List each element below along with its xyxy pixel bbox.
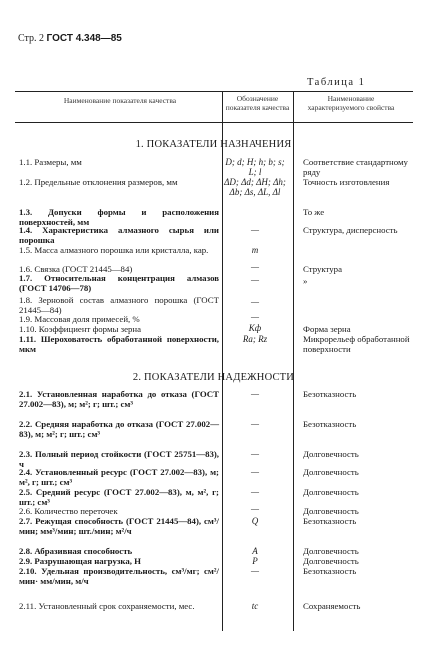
standard-number: ГОСТ 4.348—85 — [46, 33, 122, 44]
row-symbol: Q — [251, 516, 259, 526]
row-symbol: P — [252, 556, 258, 566]
row-property: Точность изготовления — [303, 177, 390, 187]
row-property: Микрорельеф обработанной поверхности — [303, 334, 410, 354]
row-symbol: — — [250, 487, 259, 497]
row-name: 1.9. Массовая доля примесей, % — [19, 314, 140, 324]
row-symbol: Kф — [248, 323, 262, 333]
row-symbol: — — [250, 262, 259, 272]
row-property: Сохраняемость — [303, 601, 361, 611]
row-property: » — [303, 276, 308, 286]
row-property: Структура — [303, 264, 342, 274]
row-symbol: — — [250, 504, 259, 514]
row-property: Долговечность — [303, 467, 359, 477]
row-property: Структура, дисперсность — [303, 225, 398, 235]
row-name: 1.7. Относительная концентрация алмазов (ГОСТ 14706—78) — [19, 273, 219, 293]
row-name: 1.4. Характеристика алмазного сырья или порошка — [19, 225, 219, 245]
row-name: 2.6. Количество переточек — [19, 506, 118, 516]
row-property: То же — [303, 207, 325, 217]
section-title-reliability: 2. ПОКАЗАТЕЛИ НАДЕЖНОСТИ — [132, 372, 295, 383]
row-name: 2.7. Режущая способность (ГОСТ 21445—84), см³/мин; мм³/мин; шт./мин; м²/ч — [19, 516, 219, 536]
row-name: 2.1. Установленная наработка до отказа (ГОСТ 27.002—83), м; м²; г; шт.; см³ — [19, 389, 219, 409]
row-name: 2.11. Установленный срок сохраняемости, мес. — [19, 601, 195, 611]
row-property: Долговечность — [303, 487, 359, 497]
row-symbol: — — [250, 467, 259, 477]
row-symbol: Ra; Rz — [242, 334, 268, 344]
row-name: 2.8. Абразивная способность — [19, 546, 133, 556]
row-symbol: A — [252, 546, 258, 556]
column-header-symbol: Обозначение показателя качества — [225, 94, 290, 112]
row-name: 1.11. Шероховатость обработанной поверхности, мкм — [19, 334, 219, 354]
row-name: 1.1. Размеры, мм — [19, 157, 82, 167]
row-property: Долговечность — [303, 556, 359, 566]
table-top-rule — [15, 91, 413, 92]
row-property: Безотказность — [303, 566, 357, 576]
row-name: 2.4. Установленный ресурс (ГОСТ 27.002—83), м; м², г; шт.; см³ — [19, 467, 219, 487]
row-property: Долговечность — [303, 546, 359, 556]
row-symbol: — — [250, 275, 259, 285]
row-property: Безотказность — [303, 516, 357, 526]
row-name: 2.5. Средний ресурс (ГОСТ 27.002—83), м, м², г; шт.; см³ — [19, 487, 219, 507]
column-header-property: Наименование характеризуемого свойства — [307, 94, 395, 112]
row-name: 1.2. Предельные отклонения размеров, мм — [19, 177, 178, 187]
row-property: Долговечность — [303, 449, 359, 459]
row-symbol: m — [251, 245, 259, 255]
column-divider-2 — [293, 91, 294, 631]
row-symbol: — — [250, 449, 259, 459]
row-property: Долговечность — [303, 506, 359, 516]
row-name: 2.10. Удельная производительность, см³/мг; см²/мин· мм/мин, м/ч — [19, 566, 219, 586]
row-symbol: — — [250, 419, 259, 429]
row-symbol: — — [250, 225, 259, 235]
page-number: Стр. 2 — [18, 33, 45, 44]
row-property: Безотказность — [303, 389, 357, 399]
row-symbol: — — [250, 312, 259, 322]
row-name: 2.2. Средняя наработка до отказа (ГОСТ 27.002—83), м; м²; г; шт.; см³ — [19, 419, 219, 439]
page-header — [18, 33, 122, 44]
row-name: 1.3. Допуски формы и расположения поверхностей, мм — [19, 207, 219, 227]
row-name: 2.3. Полный период стойкости (ГОСТ 25751—83), ч — [19, 449, 219, 469]
row-symbol: — — [250, 389, 259, 399]
row-name: 1.6. Связка (ГОСТ 21445—84) — [19, 264, 133, 274]
table-header-rule — [15, 122, 413, 123]
row-symbol: ΔD; Δd; ΔH; Δh; Δb; Δs, ΔL, Δl — [224, 177, 286, 197]
row-property: Безотказность — [303, 419, 357, 429]
row-name: 1.5. Масса алмазного порошка или кристалла, кар. — [19, 245, 209, 255]
row-symbol: tс — [251, 601, 259, 611]
row-symbol: — — [250, 297, 259, 307]
column-header-name: Наименование показателя качества — [63, 96, 177, 105]
row-property: Соответствие стандартному ряду — [303, 157, 408, 177]
row-name: 1.8. Зерновой состав алмазного порошка (ГОСТ 21445—84) — [19, 295, 219, 315]
row-name: 2.9. Разрушающая нагрузка, Н — [19, 556, 141, 566]
table-label: Таблица 1 — [307, 77, 366, 88]
row-property: Форма зерна — [303, 324, 351, 334]
row-name: 1.10. Коэффициент формы зерна — [19, 324, 142, 334]
row-symbol: D; d; H; h; b; s; L; l — [225, 157, 285, 177]
row-symbol: — — [250, 566, 259, 576]
section-title-purpose: 1. ПОКАЗАТЕЛИ НАЗНАЧЕНИЯ — [135, 139, 292, 150]
